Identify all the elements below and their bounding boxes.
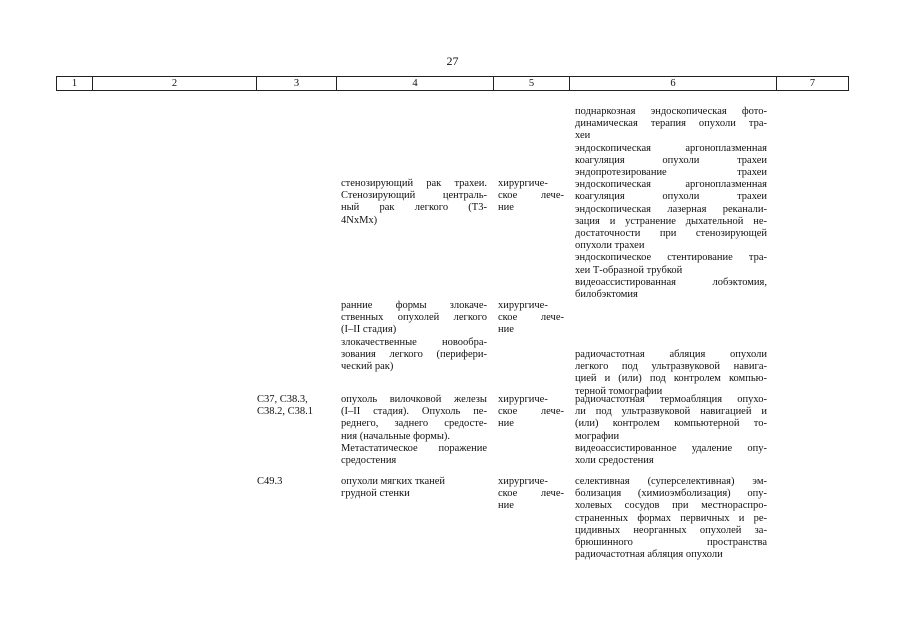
cell-line: опухоль вилочковой железы (341, 394, 487, 405)
cell-line: видеоассистированное удаление опу- (575, 442, 767, 454)
header-col-5: 5 (494, 77, 570, 90)
table-header-row (56, 76, 849, 91)
cell-col4-block4 (341, 476, 487, 500)
cell-line: ское лече- (498, 312, 564, 324)
cell-line: эндоскопическая аргоноплазменная (575, 179, 767, 191)
cell-col3-block4 (257, 476, 332, 488)
cell-line: видеоассистированная лобэктомия, (575, 276, 767, 288)
cell-line: ние (498, 324, 514, 336)
cell-col4-block1 (341, 178, 487, 227)
cell-line: С37, С38.3, (257, 394, 308, 405)
cell-line: селективная (суперселективная) эм- (575, 476, 767, 487)
cell-line: ния (начальные формы). (341, 430, 451, 442)
cell-line: злокачественные новообра- (341, 336, 487, 348)
cell-line: грудной стенки (341, 488, 410, 500)
cell-line: ственных опухолей легкого (341, 312, 487, 324)
cell-line: хирургиче- (498, 476, 548, 487)
cell-col5-block2 (498, 300, 564, 337)
cell-line: мографии (575, 430, 620, 442)
cell-line: коагуляция опухоли трахеи (575, 154, 767, 166)
cell-line: хеи Т-образной трубкой (575, 264, 683, 276)
header-col-4: 4 (337, 77, 494, 90)
cell-line: радиочастотная абляция опухоли (575, 349, 767, 360)
header-col-2: 2 (93, 77, 257, 90)
cell-col5-block1 (498, 178, 564, 215)
cell-line: брюшинного пространства (575, 537, 767, 549)
cell-line: терной томографии (575, 385, 663, 397)
cell-line: ние (498, 500, 514, 512)
cell-line: радиочастотная абляция опухоли (575, 549, 723, 561)
cell-line: поднаркозная эндоскопическая фото- (575, 106, 767, 117)
cell-line: ли под ультразвуковой навигацией и (575, 406, 767, 418)
cell-line: опухоли трахеи (575, 240, 645, 252)
cell-line: ческий рак) (341, 361, 394, 373)
cell-line: Метастатическое поражение (341, 442, 487, 454)
cell-line: цией и (или) под контролем компью- (575, 373, 767, 385)
cell-line: эндоскопическое стентирование тра- (575, 252, 767, 264)
cell-line: Стенозирующий централь- (341, 190, 487, 202)
cell-col6-block1 (575, 106, 767, 301)
cell-line: С49.3 (257, 476, 283, 487)
cell-line: средостения (341, 455, 397, 467)
cell-col6-block2 (575, 349, 767, 398)
cell-line: хирургиче- (498, 178, 548, 189)
cell-line: стенозирующий рак трахеи. (341, 178, 487, 189)
cell-line: болизация (химиоэмболизация) опу- (575, 488, 767, 500)
cell-col3-block3 (257, 394, 332, 418)
header-col-7: 7 (777, 77, 849, 90)
cell-line: опухоли мягких тканей (341, 476, 446, 487)
cell-line: хирургиче- (498, 300, 548, 311)
cell-line: хеи (575, 130, 591, 142)
cell-line: страненных формах первичных и ре- (575, 512, 767, 524)
cell-line: (или) контролем компьютерной то- (575, 418, 767, 430)
cell-col4-block2 (341, 300, 487, 373)
cell-line: радиочастотная термоабляция опухо- (575, 394, 767, 405)
header-col-3: 3 (257, 77, 337, 90)
cell-line: холи средостения (575, 455, 654, 467)
cell-line: ское лече- (498, 406, 564, 418)
cell-line: ское лече- (498, 488, 564, 500)
cell-line: достаточности при стенозирующей (575, 228, 767, 240)
header-col-6: 6 (570, 77, 777, 90)
cell-line: холевых сосудов при местнораспро- (575, 500, 767, 512)
cell-line: эндоскопическая лазерная реканали- (575, 203, 767, 215)
cell-col6-block4 (575, 476, 767, 561)
cell-line: (I–II стадия). Опухоль пе- (341, 406, 487, 418)
cell-line: коагуляция опухоли трахеи (575, 191, 767, 203)
cell-line: ранние формы злокаче- (341, 300, 487, 311)
cell-line: (I–II стадия) (341, 324, 397, 336)
cell-line: цидивных неорганных опухолей за- (575, 524, 767, 536)
cell-line: хирургиче- (498, 394, 548, 405)
cell-col4-block3 (341, 394, 487, 467)
cell-line: ское лече- (498, 190, 564, 202)
cell-line: легкого под ультразвуковой навига- (575, 361, 767, 373)
cell-col6-block3 (575, 394, 767, 467)
cell-col5-block3 (498, 394, 564, 431)
cell-line: динамическая терапия опухоли тра- (575, 118, 767, 130)
cell-line: С38.2, С38.1 (257, 406, 314, 418)
cell-line: эндоскопическая аргоноплазменная (575, 142, 767, 154)
cell-line: ние (498, 202, 514, 214)
cell-col5-block4 (498, 476, 564, 513)
cell-line: билобэктомия (575, 289, 638, 301)
header-col-1: 1 (57, 77, 93, 90)
cell-line: ный рак легкого (Т3- (341, 202, 487, 214)
cell-line: 4NxMx) (341, 214, 378, 226)
cell-line: ние (498, 418, 514, 430)
cell-line: зация и устранение дыхательной не- (575, 215, 767, 227)
page-number: 27 (446, 54, 459, 68)
cell-line: реднего, заднего средосте- (341, 418, 487, 430)
cell-line: эндопротезирование трахеи (575, 167, 767, 179)
cell-line: зования легкого (перифери- (341, 348, 487, 360)
